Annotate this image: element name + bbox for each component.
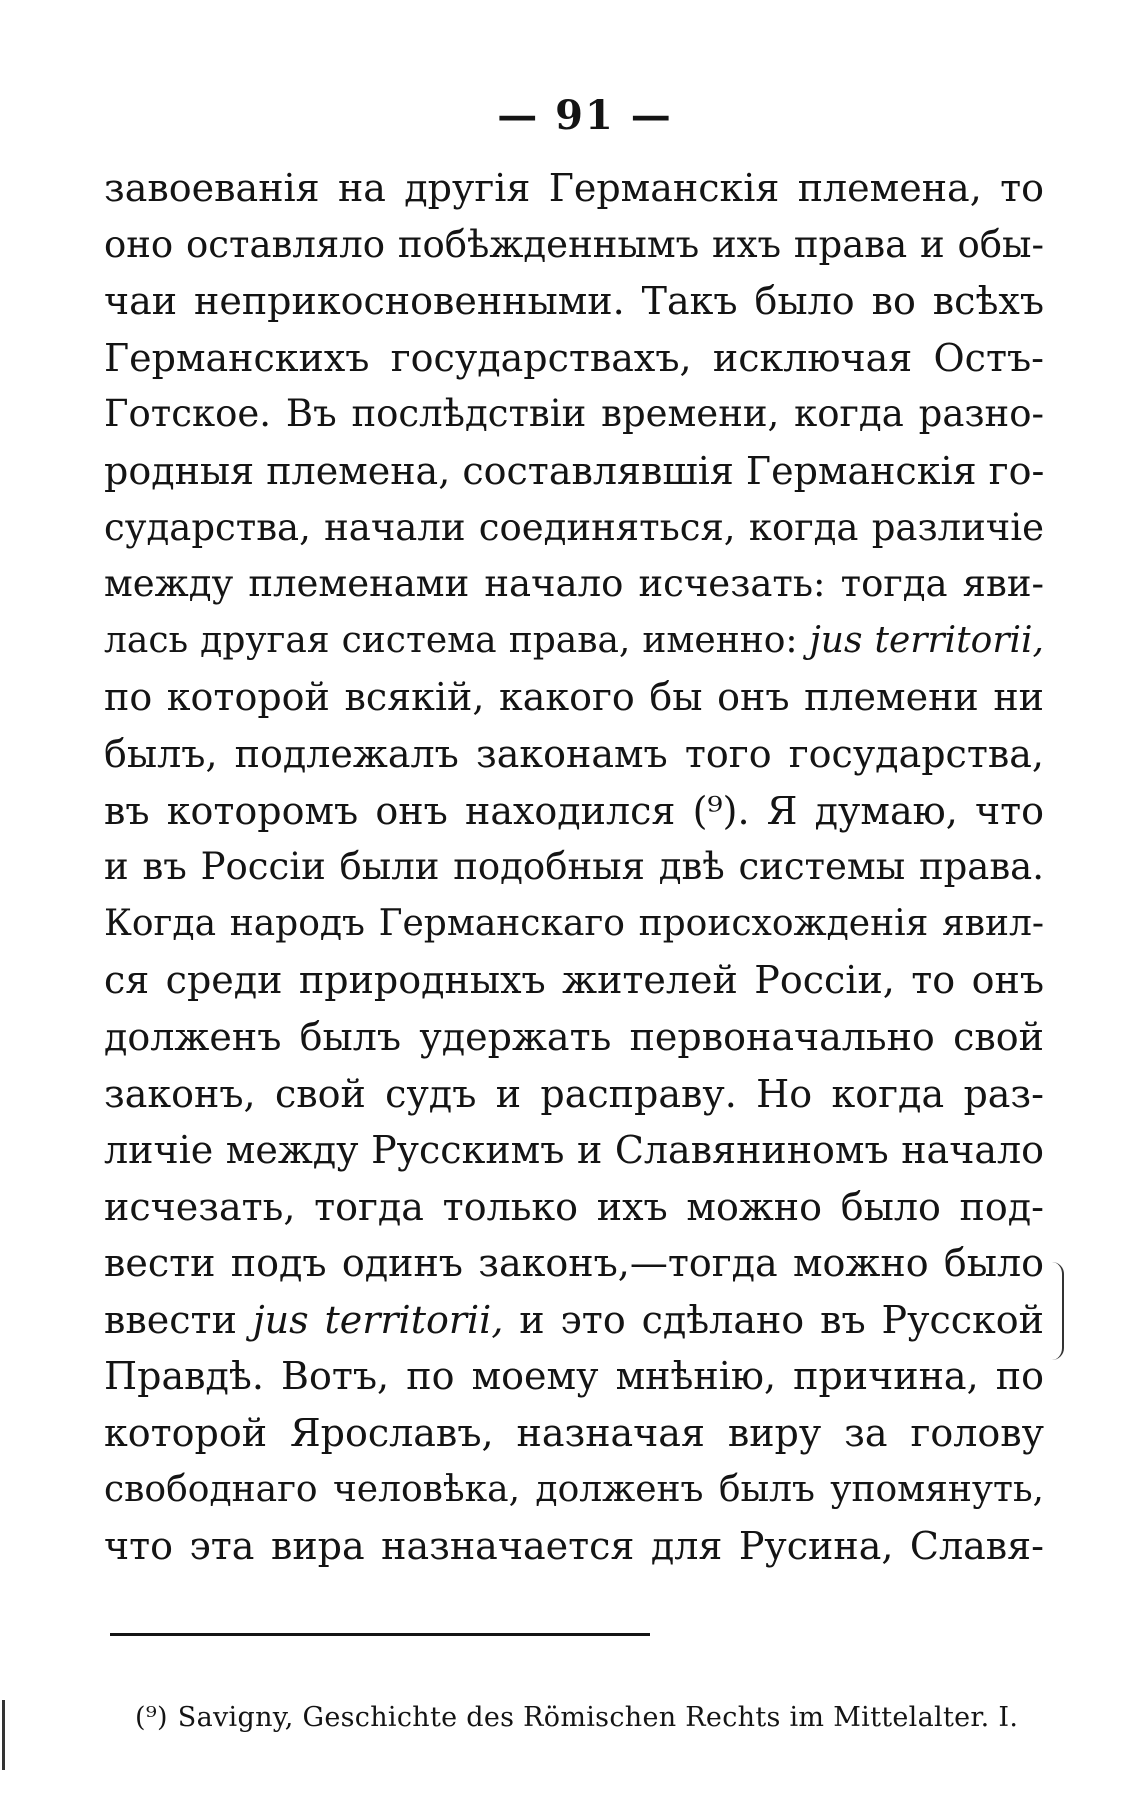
text-line: Правдѣ. Вотъ, по моему мнѣнію, причина, по xyxy=(104,1354,1044,1399)
text-line-with-latin xyxy=(104,613,1044,670)
text-line: свободнаго человѣка, долженъ былъ упомянуть, xyxy=(104,1468,1044,1510)
text-segment: и это сдѣлано въ Русской xyxy=(503,1297,1044,1342)
text-line: былъ, подлежалъ законамъ того государства, xyxy=(104,731,1044,776)
footnote-text: Savigny, Geschichte des Römischen Rechts im Mittelalter. I. xyxy=(177,1702,1019,1733)
text-line: сударства, начали соединяться, когда различіе xyxy=(104,505,1044,549)
text-line-with-latin xyxy=(104,1292,1044,1349)
text-line: которой Ярославъ, назначая виру за голову xyxy=(104,1411,1044,1456)
margin-brace xyxy=(1052,1262,1064,1360)
footnote-mark: (⁹) xyxy=(135,1702,168,1733)
text-line: и въ Россіи были подобныя двѣ системы права. xyxy=(104,845,1044,889)
text-line: Когда народъ Германскаго происхожденія явил- xyxy=(104,902,1044,944)
text-line: завоеванія на другія Германскія племена, то xyxy=(104,166,1044,210)
latin-term: jus territorii, xyxy=(252,1297,504,1342)
latin-term: jus territorii, xyxy=(809,619,1044,661)
text-line: законъ, свой судъ и расправу. Но когда раз- xyxy=(104,1071,1044,1116)
text-line: въ которомъ онъ находился (⁹). Я думаю, что xyxy=(104,788,1044,833)
text-line: долженъ былъ удержать первоначально свой xyxy=(104,1014,1044,1059)
text-line: ся среди природныхъ жителей Россіи, то онъ xyxy=(104,958,1044,1003)
text-line: вести подъ одинъ законъ,—тогда можно было xyxy=(104,1241,1044,1286)
text-line: исчезать, тогда только ихъ можно было под- xyxy=(104,1184,1044,1229)
page-number: — 91 — xyxy=(497,92,673,139)
text-line: чаи неприкосновенными. Такъ было во всѣхъ xyxy=(104,279,1044,324)
text-line: оно оставляло побѣжденнымъ ихъ права и обы- xyxy=(104,222,1044,266)
binding-edge-mark xyxy=(2,1700,5,1770)
text-line: личіе между Русскимъ и Славяниномъ начало xyxy=(104,1128,1044,1173)
footnote-separator xyxy=(110,1633,650,1636)
text-line: родныя племена, составлявшія Германскія го- xyxy=(104,448,1044,493)
text-line: между племенами начало исчезать: тогда яви- xyxy=(104,562,1044,606)
text-segment: ввести xyxy=(104,1297,253,1342)
text-line: Германскихъ государствахъ, исключая Остъ- xyxy=(104,335,1044,380)
text-line: по которой всякій, какого бы онъ племени ни xyxy=(104,675,1044,720)
footnote xyxy=(135,1702,1060,1733)
text-line: Готское. Въ послѣдствіи времени, когда разно- xyxy=(104,392,1044,436)
body-text xyxy=(104,160,1044,1575)
text-segment: лась другая система права, именно: xyxy=(104,619,810,661)
text-line: что эта вира назначается для Русина, Славя- xyxy=(104,1524,1044,1569)
